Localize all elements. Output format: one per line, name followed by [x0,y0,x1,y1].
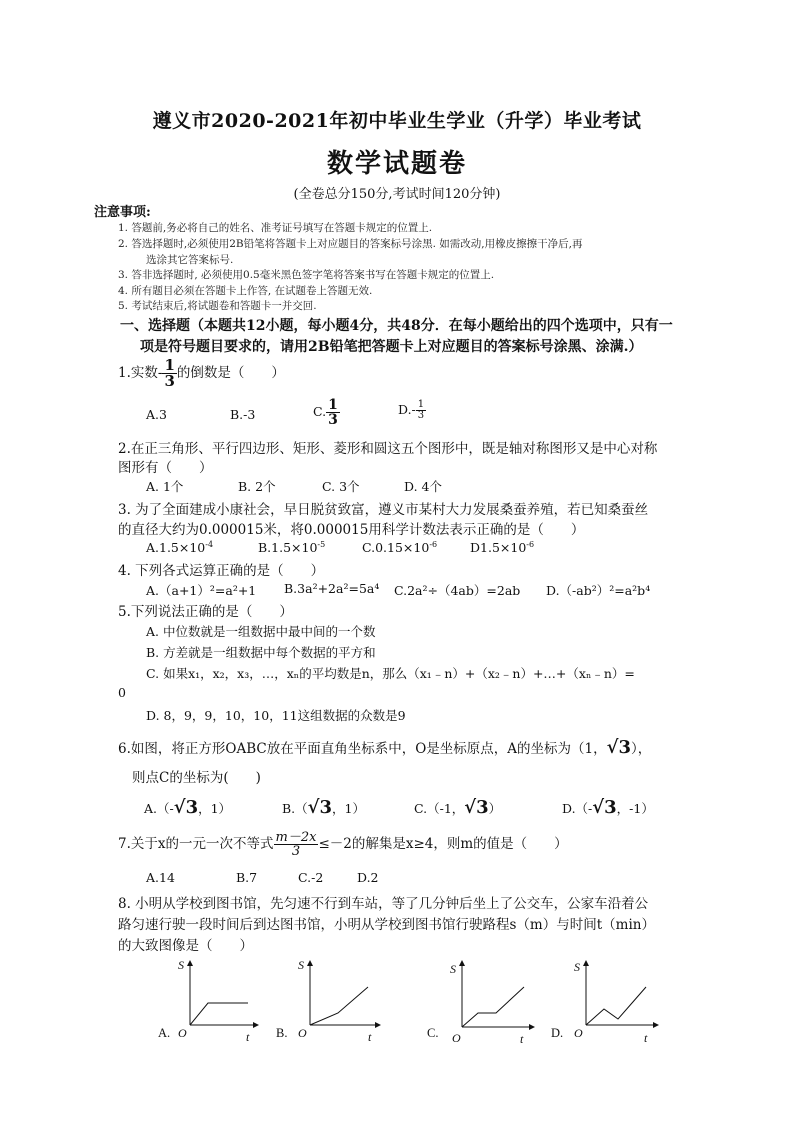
question-4: 4. 下列各式运算正确的是（ ） [118,563,325,579]
q7-option-a: A.14 [146,870,175,885]
q1-option-b: B.-3 [230,407,256,422]
q8-option-b-label: B. [276,1026,288,1040]
q5-option-c-cont: 0 [118,685,126,700]
q7-option-b: B.7 [236,870,258,885]
notice-item: 选涂其它答案标号. [146,254,234,266]
q6-option-d: D.（-√3，-1） [562,797,654,818]
q1-option-d: D.- $\frac{1}{3}$ [398,399,425,421]
question-3: 3. 为了全面建成小康社会，早日脱贫致富，遵义市某村大力发展桑蚕养殖，若已知桑蚕丝 [118,502,649,518]
q3-option-a: $A.1.5\times 10^{-4}$ [146,540,214,556]
question-2-cont: 图形有（ ） [118,460,213,476]
notice-item: 5. 考试结束后,将试题卷和答题卡一并交回. [118,300,317,312]
q1-option-a: A.3 [146,407,167,422]
q2-option-d: D. 4个 [404,479,442,494]
q8-graph-c [442,955,537,1047]
q8-graph-d [566,955,661,1047]
q6-option-b: B.（√3，1） [282,797,365,818]
q8-graph-a [170,955,260,1047]
paper-title: 数学试题卷 [326,149,467,179]
s-label: S [298,958,304,972]
q8-option-a-label: A. [158,1026,171,1040]
graph-line [310,987,368,1025]
q5-option-b: B. 方差就是一组数据中每个数据的平方和 [146,645,376,660]
question-6-cont: 则点C的坐标为( ) [132,770,261,786]
graph-line [190,1003,248,1025]
q3-option-b: $B.1.5\times 10^{-5}$ [258,540,326,556]
notice-item: 1. 答题前,务必将自己的姓名、准考证号填写在答题卡规定的位置上. [118,222,433,234]
graph-line [462,987,524,1027]
q2-option-c: C. 3个 [322,479,360,494]
q2-option-a: A. 1个 [146,479,184,494]
question-2: 2.在正三角形、平行四边形、矩形、菱形和圆这五个图形中，既是轴对称图形又是中心对称 [118,441,658,457]
q5-option-a: A. 中位数就是一组数据中最中间的一个数 [146,624,376,639]
q8-option-c-label: C. [427,1026,439,1040]
q4-option-b: B.3a²+2a²=5a⁴ [284,581,380,596]
q1-fraction: $\frac{1}{3}$ [164,356,175,390]
notice-item: 2. 答选择题时,必须使用2B铅笔将答题卡上对应题目的答案标号涂黑. 如需改动,用橡皮擦擦干净后,再 [118,238,583,250]
t-label: t [644,1031,648,1045]
origin-label: O [298,1026,307,1040]
q4-option-d: D.（-ab²）²=a²b⁴ [546,583,651,598]
exam-meta: (全卷总分150分,考试时间120分钟) [293,187,501,202]
q2-option-b: B. 2个 [238,479,276,494]
q8-graph-b [288,955,383,1047]
origin-label: O [574,1026,583,1040]
question-6: 6.如图，将正方形OABC放在平面直角坐标系中，O是坐标原点，A的坐标为（1，√3）， [118,737,652,758]
q4-option-a: A.（a+1）²=a²+1 [146,583,257,598]
section-heading: 一、选择题（本题共12小题，每小题4分，共48分．在每小题给出的四个选项中，只有一 [120,318,673,334]
question-8: 8. 小明从学校到图书馆，先匀速不行到车站，等了几分钟后坐上了公交车，公家车沿着公 [118,896,649,912]
s-label: S [450,962,456,976]
graph-line [586,987,646,1025]
q1-stem-pre: 1.实数- [118,365,163,381]
q3-option-c: $C.0.15\times 10^{-6}$ [362,540,438,556]
q5-option-d: D. 8，9，9，10，10，11这组数据的众数是9 [146,708,406,723]
q8-option-d-label: D. [551,1026,564,1040]
notice-item: 3. 答非选择题时, 必须使用0.5毫米黑色签字笔将答案书写在答题卡规定的位置上. [118,269,495,281]
q6-option-a: A.（-√3，1） [144,797,232,818]
q6-option-c: C.（-1，√3） [414,797,502,818]
question-3-cont: 的直径大约为0.000015米，将0.000015用科学计数法表示正确的是（ ） [118,522,585,538]
question-5: 5.下列说法正确的是（ ） [118,604,293,620]
q5-option-c: C. 如果x₁，x₂，x₃，…，xₙ的平均数是n，那么（x₁﹣n）+（x₂﹣n）+…+（xₙ﹣n）= [146,666,635,681]
q7-option-d: D.2 [357,870,379,885]
q7-fraction: $\frac{m-2x}{3}$ [275,830,317,859]
section-heading-cont: 项是符号题目要求的，请用2B铅笔把答题卡上对应题目的答案标号涂黑、涂满.） [140,339,643,355]
question-8-cont2: 的大致图像是（ ） [118,938,253,954]
question-8-cont: 路匀速行驶一段时间后到达图书馆，小明从学校到图书馆行驶路程s（m）与时间t（min） [118,917,655,933]
notice-item: 4. 所有题目必须在答题卡上作答, 在试题卷上答题无效. [118,285,373,297]
q3-option-d: $D1.5\times 10^{-6}$ [470,540,535,556]
question-7: 7.关于x的一元一次不等式 $\frac{m-2x}{3}$ ≤－2的解集是x≥4，则m的值是（ ） [118,830,568,859]
t-label: t [368,1030,372,1044]
q4-option-c: C.2a²÷（4ab）=2ab [394,583,521,598]
t-label: t [246,1030,250,1044]
question-1 [118,358,285,389]
q1-stem-post: 的倒数是（ ） [176,365,285,381]
t-label: t [520,1032,524,1046]
q1-option-c: C. $\frac{1}{3}$ [313,397,338,428]
s-label: S [178,958,184,972]
exam-title: 遵义市2020-2021年初中毕业生学业（升学）毕业考试 [152,110,642,132]
origin-label: O [178,1026,187,1040]
s-label: S [574,960,580,974]
q7-option-c: C.-2 [298,870,324,885]
origin-label: O [452,1031,461,1045]
notice-heading: 注意事项: [94,205,151,220]
